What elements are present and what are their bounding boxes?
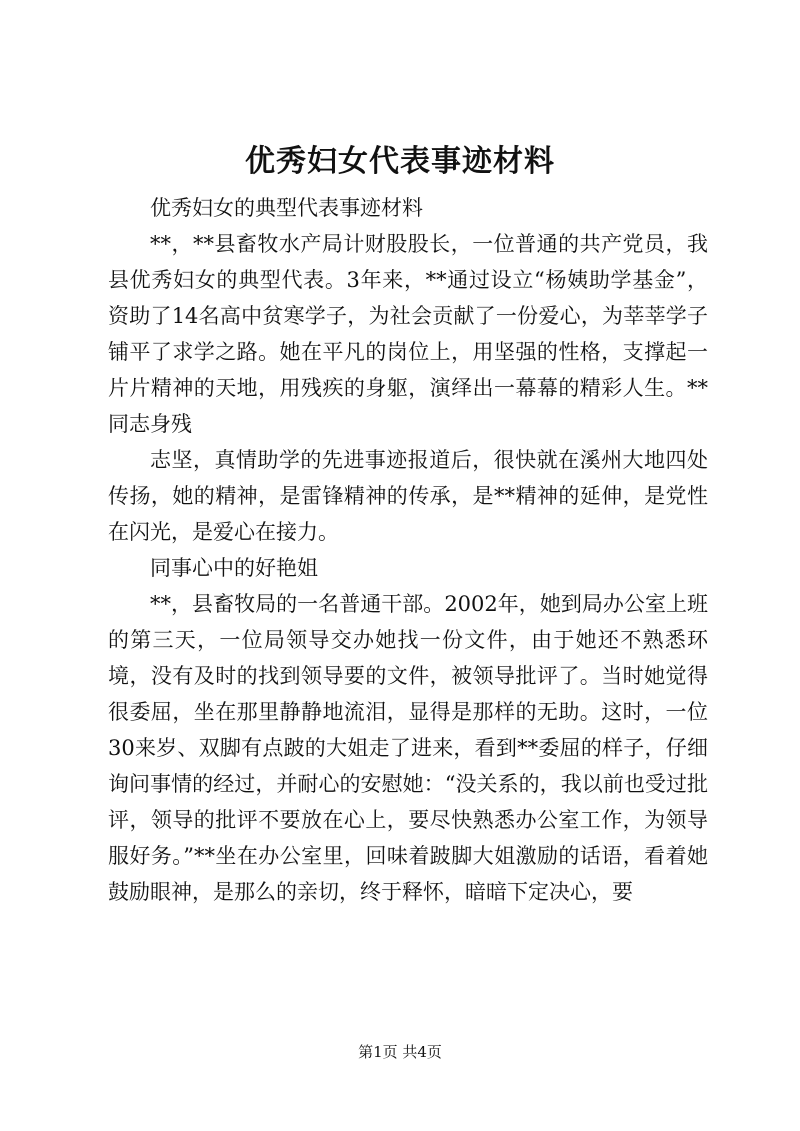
paragraph-spirit: 志坚，真情助学的先进事迹报道后，很快就在溪州大地四处传扬，她的精神，是雷锋精神的传承，是**精神的延伸，是党性在闪光，是爱心在接力。 bbox=[108, 448, 708, 544]
paragraph-subtitle: 优秀妇女的典型代表事迹材料 bbox=[150, 196, 423, 220]
document-title: 优秀妇女代表事迹材料 bbox=[245, 144, 555, 179]
paragraph-intro: **，**县畜牧水产局计财股股长，一位普通的共产党员，我县优秀妇女的典型代表。3年来，**通过设立“杨姨助学基金”，资助了14名高中贫寒学子，为社会贡献了一份爱心，为莘莘学子铺平了求学之路。她在平凡的岗位上，用坚强的性格，支撑起一片片精神的天地，用残疾的身躯，演绎出一幕幕的精彩人生。**同志身残 bbox=[108, 232, 708, 436]
paragraph-story: **，县畜牧局的一名普通干部。2002年，她到局办公室上班的第三天，一位局领导交办她找一份文件，由于她还不熟悉环境，没有及时的找到领导要的文件，被领导批评了。当时她觉得很委屈，坐在那里静静地流泪，显得是那样的无助。这时，一位30来岁、双脚有点跛的大姐走了进来，看到**委屈的样子，仔细询问事情的经过，并耐心的安慰她：“没关系的，我以前也受过批评，领导的批评不要放在心上，要尽快熟悉办公室工作，为领导服好务。”**坐在办公室里，回味着跛脚大姐激励的话语，看着她鼓励眼神，是那么的亲切，终于释怀，暗暗下定决心，要 bbox=[108, 592, 708, 904]
paragraph-heading-colleague: 同事心中的好艳姐 bbox=[150, 556, 318, 580]
document-body bbox=[108, 190, 708, 910]
page-number-footer: 第1页 共4页 bbox=[358, 1043, 442, 1061]
